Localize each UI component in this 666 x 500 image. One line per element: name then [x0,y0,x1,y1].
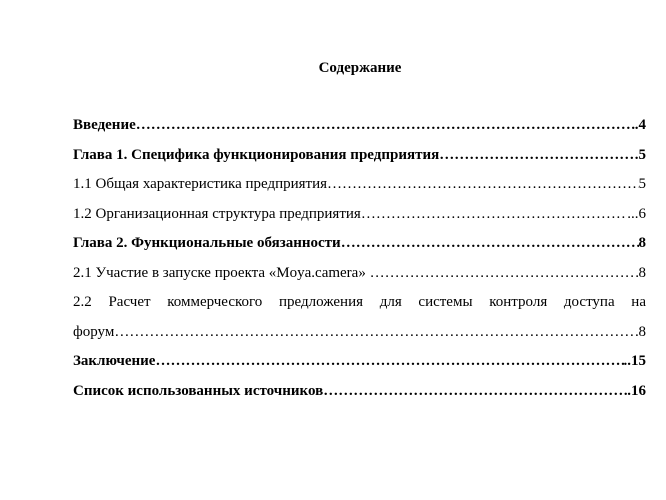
toc-entry-text: Список использованных источников [73,382,324,399]
dot-leader [361,204,627,224]
toc-entry-chapter-2 [73,233,646,263]
toc-entry-2-2-line-1 [73,292,646,322]
toc-entry-text: Заключение [73,353,156,369]
page-title: Содержание [318,60,402,76]
toc-entry-text: 1.1 Общая характеристика предприятия [73,176,328,192]
toc-entry-text: 1.2 Организационная структура предприятия [73,205,361,222]
dot-leader [439,145,635,165]
dot-leader [323,381,627,401]
toc-entry-references [73,381,646,411]
dot-leader [114,322,638,342]
toc-page-number: 8 [638,264,646,281]
toc-page-number: ...6 [627,205,646,222]
toc-page-number: .4 [634,117,646,133]
toc-entry-1-2 [73,204,646,234]
toc-page-number: 5 [638,176,646,192]
toc-entry-conclusion [73,351,646,381]
toc-entry-text: Глава 1. Специфика функционирования предприятия [73,146,440,163]
toc-entry-chapter-1 [73,145,646,175]
dot-leader [370,263,639,283]
toc-entry-introduction [73,115,646,145]
toc-entry-1-1 [73,174,646,204]
toc-entry-2-2-line-2 [73,322,646,352]
toc-entry-text: Введение [73,117,136,133]
toc-page-number: .16 [627,382,646,399]
dot-leader [341,233,639,253]
toc-page-number: 8 [638,323,646,340]
toc-entry-2-1 [73,263,646,293]
dot-leader [155,351,623,371]
toc-entry-text: 2.2 Расчет коммерческого предложения для системы контроля доступа на [73,294,646,310]
dot-leader [136,115,635,135]
table-of-contents [73,115,646,410]
toc-entry-text: 2.1 Участие в запуске проекта «Moya.camera» [73,264,370,281]
toc-entry-text: Глава 2. Функциональные обязанности [73,235,341,251]
toc-page-number: ..15 [623,353,646,369]
dot-leader [327,174,638,194]
toc-page-number: .5 [634,146,646,163]
toc-entry-text: форум [73,323,115,340]
toc-page-number: 8 [638,235,646,251]
